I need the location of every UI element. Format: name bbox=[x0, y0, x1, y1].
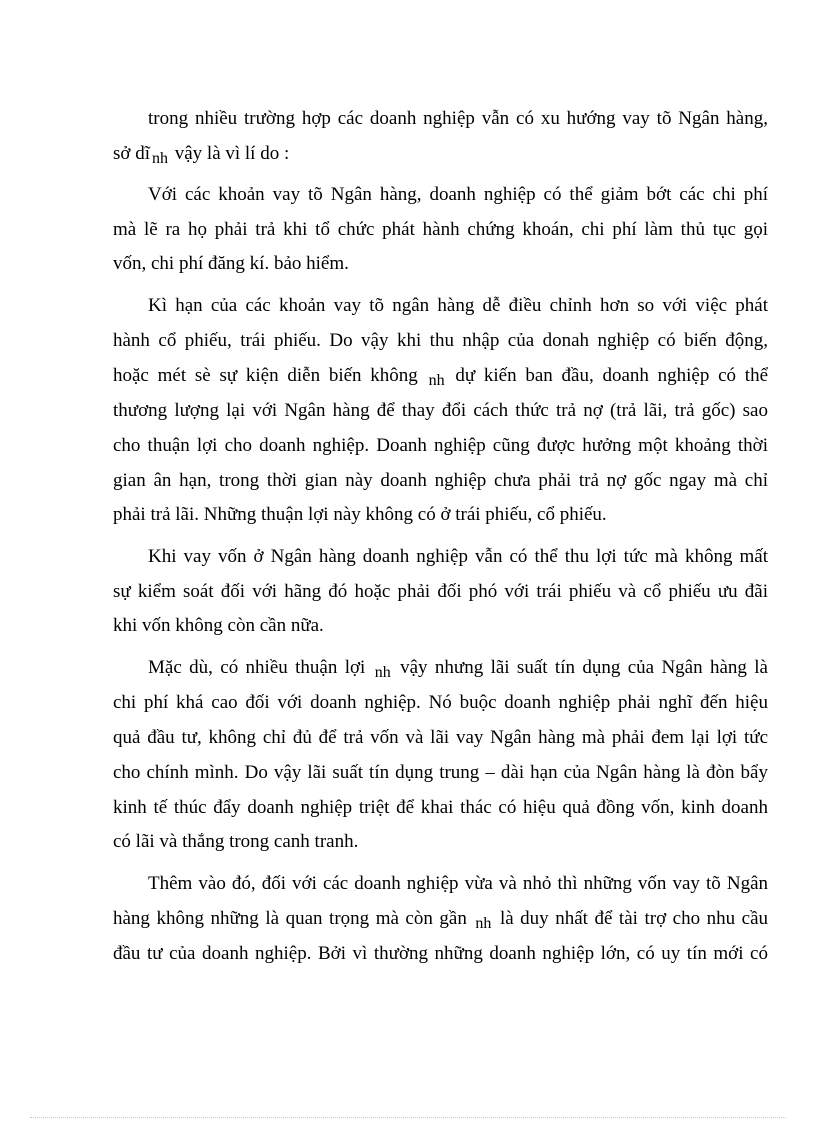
text-run: Thêm vào đó, đối với các doanh nghiệp vừa và nhỏ thì những vốn vay tõ Ngân bbox=[148, 873, 768, 894]
text-run: chi phí khá cao đối với doanh nghiệp. Nó buộc doanh nghiệp phải nghĩ đến hiệu bbox=[113, 692, 768, 713]
text-fragment-nh: nh bbox=[428, 372, 445, 389]
text-run: Mặc dù, có nhiều thuận lợi bbox=[148, 657, 366, 678]
text-run: có lãi và thắng trong canh tranh. bbox=[113, 831, 359, 852]
text-line bbox=[113, 726, 768, 750]
text-run: dự kiến ban đầu, doanh nghiệp có thể bbox=[455, 365, 769, 386]
text-run: cho thuận lợi cho doanh nghiệp. Doanh nghiệp cũng được hưởng một khoảng thời bbox=[113, 435, 768, 456]
text-run: mà lẽ ra họ phải trả khi tổ chức phát hành chứng khoán, chi phí làm thủ tục gọi bbox=[113, 219, 768, 240]
text-run: là duy nhất để tài trợ cho nhu cầu bbox=[499, 908, 769, 929]
text-fragment-nh: nh bbox=[475, 915, 492, 932]
text-line bbox=[148, 183, 768, 207]
text-run: Kì hạn của các khoản vay tõ ngân hàng dễ điều chỉnh hơn so với việc phát bbox=[148, 295, 768, 316]
text-run: sở dĩ bbox=[113, 143, 150, 164]
text-run: trong nhiều trường hợp các doanh nghiệp vẫn có xu hướng vay tõ Ngân hàng, bbox=[148, 108, 768, 129]
text-run: hàng không những là quan trọng mà còn gần bbox=[113, 908, 467, 929]
text-run: Với các khoản vay tõ Ngân hàng, doanh nghiệp có thể giảm bớt các chi phí bbox=[148, 184, 768, 205]
text-run: vậy nhưng lãi suất tín dụng của Ngân hàng là bbox=[400, 657, 768, 678]
text-line bbox=[148, 656, 768, 680]
text-line bbox=[113, 942, 768, 966]
text-line bbox=[113, 614, 768, 638]
text-run: khi vốn không còn cần nữa. bbox=[113, 615, 324, 636]
text-run: hành cổ phiếu, trái phiếu. Do vậy khi thu nhập của donah nghiệp có biến động, bbox=[113, 330, 768, 351]
text-line bbox=[113, 503, 768, 527]
text-fragment-nh: nh bbox=[374, 664, 391, 681]
text-line bbox=[113, 218, 768, 242]
text-run: Khi vay vốn ở Ngân hàng doanh nghiệp vẫn có thể thu lợi tức mà không mất bbox=[148, 546, 768, 567]
text-line bbox=[113, 469, 768, 493]
text-line bbox=[113, 691, 768, 715]
text-line bbox=[113, 580, 768, 604]
text-run: vậy là vì lí do : bbox=[174, 143, 290, 164]
text-run: đầu tư của doanh nghiệp. Bởi vì thường những doanh nghiệp lớn, có uy tín mới có bbox=[113, 943, 768, 964]
text-line bbox=[148, 872, 768, 896]
text-line bbox=[148, 107, 768, 131]
text-run: hoặc mét sè sự kiện diễn biến không bbox=[113, 365, 418, 386]
text-run: gian ân hạn, trong thời gian này doanh nghiệp chưa phải trả nợ gốc ngay mà chỉ bbox=[113, 470, 768, 491]
text-run: phải trả lãi. Những thuận lợi này không có ở trái phiếu, cổ phiếu. bbox=[113, 504, 607, 525]
text-run: thương lượng lại với Ngân hàng để thay đổi cách thức trả nợ (trả lãi, trả gốc) sao bbox=[113, 400, 768, 421]
text-line bbox=[113, 252, 768, 276]
text-run: cho chính mình. Do vậy lãi suất tín dụng trung – dài hạn của Ngân hàng là đòn bẩy bbox=[113, 762, 768, 783]
text-run: sự kiểm soát đối với hãng đó hoặc phải đối phó với trái phiếu và cổ phiếu ưu đãi bbox=[113, 581, 768, 602]
text-run: kinh tế thúc đẩy doanh nghiệp triệt để khai thác có hiệu quả đồng vốn, kinh doanh bbox=[113, 797, 768, 818]
text-line bbox=[148, 545, 768, 569]
text-line bbox=[148, 294, 768, 318]
text-run: quả đầu tư, không chỉ đủ để trả vốn và lãi vay Ngân hàng mà phải đem lại lợi tức bbox=[113, 727, 768, 748]
text-line bbox=[113, 796, 768, 820]
text-line bbox=[113, 364, 768, 388]
text-fragment-nh: nh bbox=[151, 150, 168, 167]
text-line bbox=[113, 434, 768, 458]
text-run: vốn, chi phí đăng kí. bảo hiểm. bbox=[113, 253, 349, 274]
page-bottom-divider bbox=[30, 1117, 786, 1118]
text-line bbox=[113, 830, 768, 854]
text-line bbox=[113, 761, 768, 785]
text-line bbox=[113, 329, 768, 353]
text-line bbox=[113, 399, 768, 423]
text-line bbox=[113, 142, 768, 166]
text-line bbox=[113, 907, 768, 931]
